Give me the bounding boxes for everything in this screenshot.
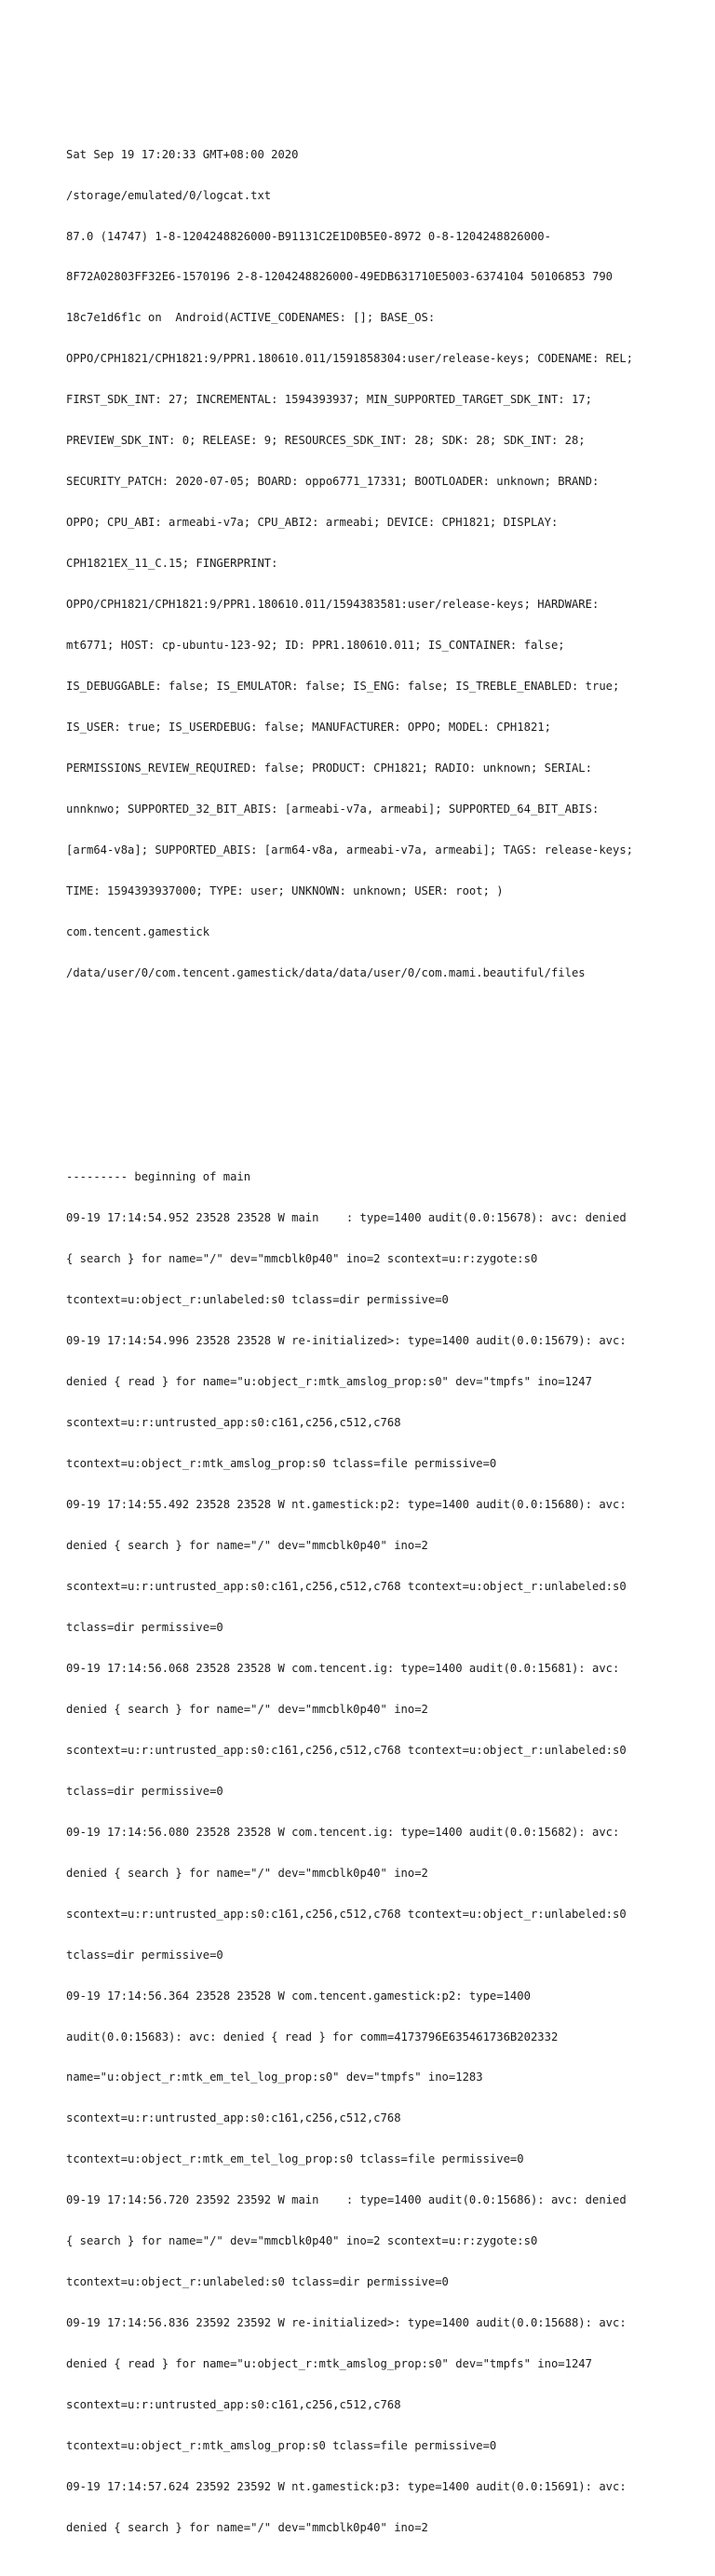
header-line: 18c7e1d6f1c on Android(ACTIVE_CODENAMES: []; BASE_OS: xyxy=(66,311,436,325)
log-line: scontext=u:r:untrusted_app:s0:c161,c256,c512,c768 xyxy=(66,1416,401,1430)
log-line: tclass=dir permissive=0 xyxy=(66,1948,223,1962)
header-line: /data/user/0/com.tencent.gamestick/data/data/user/0/com.mami.beautiful/files xyxy=(66,965,586,979)
header-line: SECURITY_PATCH: 2020-07-05; BOARD: oppo6771_17331; BOOTLOADER: unknown; BRAND: xyxy=(66,475,600,489)
log-line: tclass=dir permissive=0 xyxy=(66,1784,223,1798)
blank-line xyxy=(66,1048,708,1062)
log-line: 09-19 17:14:54.996 23528 23528 W re-initialized>: type=1400 audit(0.0:15679): avc: xyxy=(66,1334,627,1348)
header-line: Sat Sep 19 17:20:33 GMT+08:00 2020 xyxy=(66,147,299,161)
log-line: 09-19 17:14:56.720 23592 23592 W main : type=1400 audit(0.0:15686): avc: denied xyxy=(66,2193,627,2207)
log-line: 09-19 17:14:56.836 23592 23592 W re-initialized>: type=1400 audit(0.0:15688): avc: xyxy=(66,2316,627,2330)
log-line: 09-19 17:14:56.068 23528 23528 W com.tencent.ig: type=1400 audit(0.0:15681): avc: xyxy=(66,1661,620,1675)
header-line: 8F72A02803FF32E6-1570196 2-8-1204248826000-49EDB631710E5003-6374104 50106853 790 xyxy=(66,270,613,284)
log-line: 09-19 17:14:56.364 23528 23528 W com.tencent.gamestick:p2: type=1400 xyxy=(66,1989,531,2003)
header-line: OPPO; CPU_ABI: armeabi-v7a; CPU_ABI2: armeabi; DEVICE: CPH1821; DISPLAY: xyxy=(66,516,559,530)
log-line: tcontext=u:object_r:mtk_em_tel_log_prop:s0 tclass=file permissive=0 xyxy=(66,2152,524,2166)
log-line: denied { read } for name="u:object_r:mtk_amslog_prop:s0" dev="tmpfs" ino=1247 xyxy=(66,1375,592,1389)
log-line: name="u:object_r:mtk_em_tel_log_prop:s0" dev="tmpfs" ino=1283 xyxy=(66,2070,483,2084)
log-line: denied { search } for name="/" dev="mmcblk0p40" ino=2 xyxy=(66,1702,428,1716)
log-line: 09-19 17:14:55.492 23528 23528 W nt.gamestick:p2: type=1400 audit(0.0:15680): avc: xyxy=(66,1498,627,1512)
header-line: CPH1821EX_11_C.15; FINGERPRINT: xyxy=(66,557,278,571)
log-line: 09-19 17:14:57.624 23592 23592 W nt.gamestick:p3: type=1400 audit(0.0:15691): avc: xyxy=(66,2479,627,2493)
log-line: 09-19 17:14:56.080 23528 23528 W com.tencent.ig: type=1400 audit(0.0:15682): avc: xyxy=(66,1825,620,1839)
log-line: 09-19 17:14:54.952 23528 23528 W main : type=1400 audit(0.0:15678): avc: denied xyxy=(66,1211,627,1225)
log-line: tclass=dir permissive=0 xyxy=(66,1620,223,1634)
header-line: OPPO/CPH1821/CPH1821:9/PPR1.180610.011/1594383581:user/release-keys; HARDWARE: xyxy=(66,598,600,612)
header-line: unnknwo; SUPPORTED_32_BIT_ABIS: [armeabi-v7a, armeabi]; SUPPORTED_64_BIT_ABIS: xyxy=(66,802,600,816)
log-line: tcontext=u:object_r:mtk_amslog_prop:s0 tclass=file permissive=0 xyxy=(66,1457,497,1471)
log-line: scontext=u:r:untrusted_app:s0:c161,c256,c512,c768 tcontext=u:object_r:unlabeled:s0 xyxy=(66,1743,627,1757)
header-line: /storage/emulated/0/logcat.txt xyxy=(66,188,272,202)
header-line: IS_DEBUGGABLE: false; IS_EMULATOR: false; IS_ENG: false; IS_TREBLE_ENABLED: true; xyxy=(66,680,620,694)
header-line: IS_USER: true; IS_USERDEBUG: false; MANUFACTURER: OPPO; MODEL: CPH1821; xyxy=(66,720,551,734)
header-line: com.tencent.gamestick xyxy=(66,924,210,938)
header-line: PERMISSIONS_REVIEW_REQUIRED: false; PRODUCT: CPH1821; RADIO: unknown; SERIAL: xyxy=(66,761,592,775)
log-line: scontext=u:r:untrusted_app:s0:c161,c256,c512,c768 tcontext=u:object_r:unlabeled:s0 xyxy=(66,1907,627,1921)
log-line: { search } for name="/" dev="mmcblk0p40" ino=2 scontext=u:r:zygote:s0 xyxy=(66,1252,538,1266)
log-line: scontext=u:r:untrusted_app:s0:c161,c256,c512,c768 xyxy=(66,2398,401,2412)
log-line: scontext=u:r:untrusted_app:s0:c161,c256,c512,c768 tcontext=u:object_r:unlabeled:s0 xyxy=(66,1580,627,1594)
header-line: FIRST_SDK_INT: 27; INCREMENTAL: 1594393937; MIN_SUPPORTED_TARGET_SDK_INT: 17; xyxy=(66,393,592,407)
log-line: tcontext=u:object_r:unlabeled:s0 tclass=dir permissive=0 xyxy=(66,1293,449,1307)
header-line: mt6771; HOST: cp-ubuntu-123-92; ID: PPR1.180610.011; IS_CONTAINER: false; xyxy=(66,639,565,653)
log-line: { search } for name="/" dev="mmcblk0p40" ino=2 scontext=u:r:zygote:s0 xyxy=(66,2234,538,2248)
log-line: denied { search } for name="/" dev="mmcblk0p40" ino=2 xyxy=(66,1539,428,1553)
header-line: [arm64-v8a]; SUPPORTED_ABIS: [arm64-v8a, armeabi-v7a, armeabi]; TAGS: release-keys; xyxy=(66,843,634,856)
log-section-marker: --------- beginning of main xyxy=(66,1170,251,1184)
log-line: scontext=u:r:untrusted_app:s0:c161,c256,c512,c768 xyxy=(66,2111,401,2125)
log-entries-block xyxy=(66,1143,708,2562)
header-line: OPPO/CPH1821/CPH1821:9/PPR1.180610.011/1591858304:user/release-keys; CODENAME: REL; xyxy=(66,352,634,366)
log-line: denied { read } for name="u:object_r:mtk_amslog_prop:s0" dev="tmpfs" ino=1247 xyxy=(66,2357,592,2371)
log-line: tcontext=u:object_r:mtk_amslog_prop:s0 tclass=file permissive=0 xyxy=(66,2439,497,2453)
header-line: TIME: 1594393937000; TYPE: user; UNKNOWN: unknown; USER: root; ) xyxy=(66,883,504,897)
blank-line xyxy=(66,1089,708,1103)
log-header-block xyxy=(66,120,708,1006)
log-line: tcontext=u:object_r:unlabeled:s0 tclass=dir permissive=0 xyxy=(66,2275,449,2289)
log-line: denied { search } for name="/" dev="mmcblk0p40" ino=2 xyxy=(66,1866,428,1880)
log-line: audit(0.0:15683): avc: denied { read } for comm=4173796E635461736B202332 xyxy=(66,2030,559,2043)
header-line: 87.0 (14747) 1-8-1204248826000-B91131C2E1D0B5E0-8972 0-8-1204248826000- xyxy=(66,229,551,243)
document-page xyxy=(66,93,708,2576)
log-line: denied { search } for name="/" dev="mmcblk0p40" ino=2 xyxy=(66,2520,428,2534)
header-line: PREVIEW_SDK_INT: 0; RELEASE: 9; RESOURCES_SDK_INT: 28; SDK: 28; SDK_INT: 28; xyxy=(66,434,586,448)
